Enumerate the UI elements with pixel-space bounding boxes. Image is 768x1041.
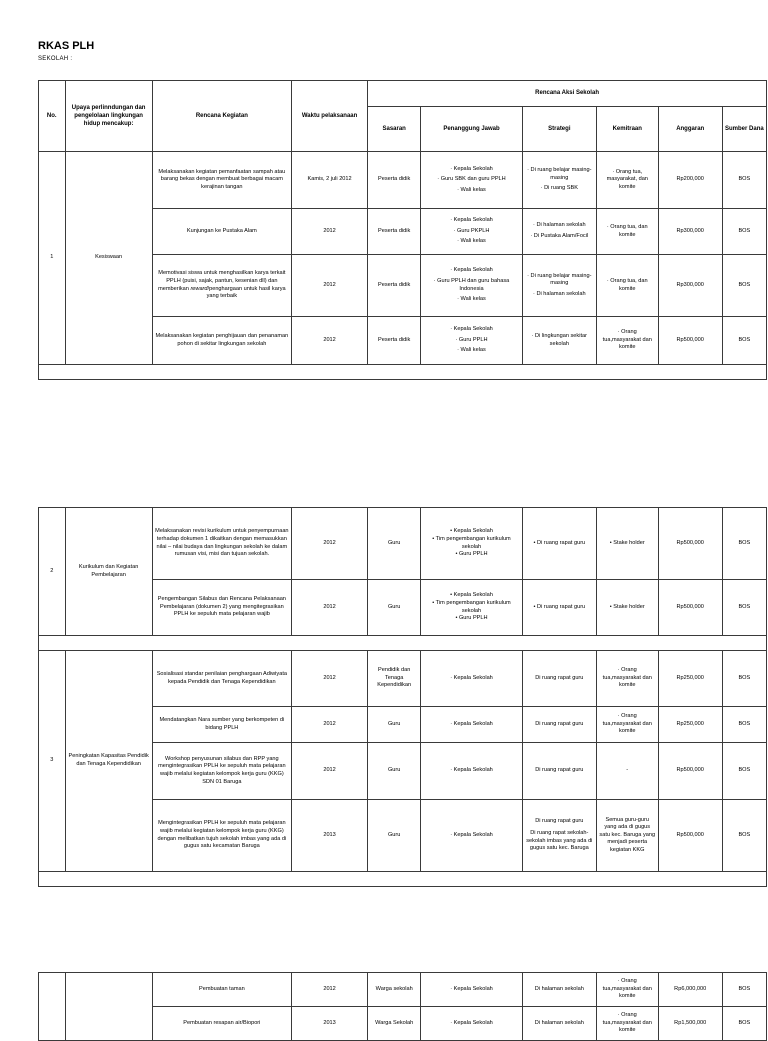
kemitraan: - [596, 743, 658, 800]
section-area [65, 973, 152, 1041]
kegiatan: Kunjungan ke Pustaka Alam [152, 209, 291, 255]
col-kemitraan: Kemitraan [596, 107, 658, 152]
section-no: 1 [39, 152, 66, 365]
kegiatan: Workshop penyusunan silabus dan RPP yang mengintegrasikan PPLH ke sepuluh mata pelajaran wajib melalui kegiatan kelompok kerja guru (KKG) SDN 01 Baruga [152, 743, 291, 800]
kegiatan: Pembuatan resapan air/Biopori [152, 1007, 291, 1041]
strategi: • Di ruang rapat guru [522, 580, 596, 636]
anggaran: Rp500,000 [658, 800, 722, 872]
sasaran: Peserta didik [368, 317, 421, 365]
pj-item: · Kepala Sekolah [450, 217, 493, 224]
spacer-row [39, 636, 767, 651]
penanggung-jawab [421, 580, 523, 636]
sasaran: Warga Sekolah [368, 1007, 421, 1041]
strategi-item: · Di lingkungan sekitar sekolah [531, 332, 587, 347]
penanggung-jawab [421, 255, 523, 317]
table-row [39, 152, 767, 209]
pj-item: · Guru PPLH dan guru bahasa Indonesia [433, 277, 510, 292]
waktu: 2013 [291, 1007, 367, 1041]
page-title: RKAS PLH [38, 40, 95, 52]
sasaran: Guru [368, 743, 421, 800]
strategi-item: Di ruang rapat sekolah-sekolah imbas yang ada di gugus satu kec. Baruga [526, 829, 593, 852]
sumber-dana: BOS [722, 1007, 766, 1041]
col-rencana-aksi: Rencana Aksi Sekolah [368, 81, 767, 107]
pj-item: • Tim pengembangan kurikulum sekolah [432, 599, 511, 614]
sumber-dana: BOS [722, 508, 766, 580]
penanggung-jawab: · Kepala Sekolah [421, 1007, 523, 1041]
strategi [522, 800, 596, 872]
kemitraan: · Orang tua, dan komite [596, 209, 658, 255]
kegiatan-text: Memotivasi siswa untuk menghasilkan karya terkait PPLH (puisi, sajak, pantun, kesenian dll) dan memberikan [158, 270, 286, 292]
strategi [522, 152, 596, 209]
anggaran: Rp300,000 [658, 255, 722, 317]
pj-item: • Guru PPLH [455, 615, 488, 622]
kemitraan: • Stake holder [596, 508, 658, 580]
rkas-table-3 [38, 972, 767, 1041]
strategi-item: · Di ruang belajar masing-masing [527, 167, 592, 181]
anggaran: Rp6,000,000 [658, 973, 722, 1007]
kemitraan: · Orang tua,masyarakat dan komite [596, 707, 658, 743]
strategi: Di ruang rapat guru [522, 743, 596, 800]
sumber-dana: BOS [722, 317, 766, 365]
waktu: 2012 [291, 255, 367, 317]
col-waktu: Waktu pelaksanaan [291, 81, 367, 152]
section-no: 2 [39, 508, 66, 636]
table-row [39, 973, 767, 1007]
strategi: Di halaman sekolah [522, 1007, 596, 1041]
col-rencana: Rencana Kegiatan [152, 81, 291, 152]
pj-item: • Kepala Sekolah [450, 592, 493, 599]
sasaran: Guru [368, 580, 421, 636]
sasaran: Guru [368, 508, 421, 580]
penanggung-jawab: · Kepala Sekolah [421, 800, 523, 872]
pj-item: · Kepala Sekolah [450, 165, 493, 172]
col-sasaran: Sasaran [368, 107, 421, 152]
penanggung-jawab: · Kepala Sekolah [421, 973, 523, 1007]
strategi-item: · Di halaman sekolah [533, 290, 586, 297]
section-no: 3 [39, 651, 66, 872]
pj-item: • Kepala Sekolah [450, 528, 493, 535]
pj-item: • Guru PPLH [455, 551, 488, 558]
spacer-row [39, 872, 767, 887]
waktu: 2012 [291, 209, 367, 255]
strategi [522, 255, 596, 317]
kemitraan: · Orang tua,masyarakat dan komite [596, 973, 658, 1007]
kemitraan: Semua guru-guru yang ada di gugus satu kec. Baruga yang menjadi peserta kegiatan KKG [596, 800, 658, 872]
kegiatan-reward: reward [190, 285, 208, 292]
sasaran: Warga sekolah [368, 973, 421, 1007]
kemitraan: · Orang tua,masyarakat dan komite [596, 317, 658, 365]
kegiatan: Pengembangan Silabus dan Rencana Pelaksanaan Pembelajaran (dokumen 2) yang mengitegrasikan PPLH ke sepuluh mata pelajaran wajib [152, 580, 291, 636]
waktu: 2012 [291, 508, 367, 580]
col-no: No. [39, 81, 66, 152]
col-anggaran: Anggaran [658, 107, 722, 152]
kegiatan: Mengintegrasikan PPLH ke sepuluh mata pelajaran wajib melalui kegiatan kelompok kerja guru (KKG) dengan melibatkan tujuh sekolah imbas yang ada di gugus satu kecamatan Baruga [152, 800, 291, 872]
kemitraan: · Orang tua, dan komite [596, 255, 658, 317]
penanggung-jawab [421, 508, 523, 580]
kegiatan: Mendatangkan Nara sumber yang berkompeten di bidang PPLH [152, 707, 291, 743]
kegiatan: Melaksanakan kegiatan penghijauan dan penanaman pohon di sekitar lingkungan sekolah [152, 317, 291, 365]
waktu: 2012 [291, 743, 367, 800]
strategi-item: · Di ruang SBK [540, 185, 578, 192]
anggaran: Rp500,000 [658, 317, 722, 365]
col-penanggung-jawab: Penanggung Jawab [421, 107, 523, 152]
penanggung-jawab: · Kepala Sekolah [421, 743, 523, 800]
pj-item: · Kepala Sekolah [450, 267, 493, 274]
sumber-dana: BOS [722, 973, 766, 1007]
col-strategi: Strategi [522, 107, 596, 152]
sumber-dana: BOS [722, 209, 766, 255]
sumber-dana: BOS [722, 743, 766, 800]
table-row [39, 651, 767, 707]
pj-item: · Wali kelas [457, 347, 486, 354]
anggaran: Rp200,000 [658, 152, 722, 209]
strategi: Di halaman sekolah [522, 973, 596, 1007]
anggaran: Rp500,000 [658, 743, 722, 800]
pj-item: · Wali kelas [457, 296, 486, 303]
kemitraan: · Orang tua, masyarakat, dan komite [596, 152, 658, 209]
strategi-item: · Di Pustaka Alam/Focil [530, 233, 589, 239]
rkas-table-1 [38, 80, 767, 380]
col-upaya: Upaya perlinndungan dan pengelolaan lingkungan hidup mencakup: [65, 81, 152, 152]
strategi [522, 317, 596, 365]
penanggung-jawab: · Kepala Sekolah [421, 651, 523, 707]
section-no [39, 973, 66, 1041]
strategi-item: · Di ruang belajar masing-masing [527, 272, 592, 287]
table-row [39, 508, 767, 580]
anggaran: Rp500,000 [658, 508, 722, 580]
waktu: 2012 [291, 651, 367, 707]
anggaran: Rp250,000 [658, 651, 722, 707]
kegiatan: Melaksanakan kegiatan pemanfaatan sampah atau barang bekas dengan membuat berbagai macam kerajinan tangan [152, 152, 291, 209]
strategi-item: Di ruang rapat guru [535, 818, 584, 825]
strategi [522, 209, 596, 255]
kemitraan: · Orang tua,masyarakat dan komite [596, 1007, 658, 1041]
pj-item: · Kepala Sekolah [450, 326, 493, 333]
waktu: 2012 [291, 707, 367, 743]
sasaran: Peserta didik [368, 255, 421, 317]
anggaran: Rp500,000 [658, 580, 722, 636]
penanggung-jawab [421, 317, 523, 365]
pj-item: · Wali kelas [457, 238, 486, 245]
waktu: 2012 [291, 317, 367, 365]
sasaran: Guru [368, 800, 421, 872]
penanggung-jawab: · Kepala Sekolah [421, 707, 523, 743]
col-sumber-dana: Sumber Dana [722, 107, 766, 152]
kegiatan-text: /penghargaan untuk hasil karya yang terbaik [206, 285, 286, 300]
kegiatan: Pembuatan taman [152, 973, 291, 1007]
sumber-dana: BOS [722, 800, 766, 872]
sasaran: Pendidik dan Tenaga Kependidikan [368, 651, 421, 707]
section-area: Peningkatan Kapasitas Pendidik dan Tenaga Kependidikan [65, 651, 152, 872]
kemitraan: · Orang tua,masyarakat dan komite [596, 651, 658, 707]
waktu: 2013 [291, 800, 367, 872]
kegiatan: Melaksanakan revisi kurikulum untuk penyempurnaan terhadap dokumen 1 dikaitkan dengan memasukkan nilai – nilai budaya dan lingkungan sekolah ke dalam rumusan visi, misi dan tujuan sekolah. [152, 508, 291, 580]
waktu: 2012 [291, 973, 367, 1007]
waktu: Kamis, 2 juli 2012 [291, 152, 367, 209]
penanggung-jawab [421, 152, 523, 209]
sumber-dana: BOS [722, 651, 766, 707]
pj-item: · Guru PKPLH [453, 227, 490, 234]
penanggung-jawab [421, 209, 523, 255]
sumber-dana: BOS [722, 152, 766, 209]
strategi: Di ruang rapat guru [522, 707, 596, 743]
pj-item: • Tim pengembangan kurikulum sekolah [432, 535, 511, 550]
strategi-item: · Di halaman sekolah [533, 222, 586, 229]
anggaran: Rp1,500,000 [658, 1007, 722, 1041]
school-label: SEKOLAH : [38, 56, 73, 62]
sumber-dana: BOS [722, 255, 766, 317]
pj-item: · Guru SBK dan guru PPLH [437, 176, 506, 183]
sasaran: Peserta didik [368, 209, 421, 255]
kegiatan: Sosialisasi standar penilaian penghargaan Adiwiyata kepada Pendidik dan Tenaga Kependidikan [152, 651, 291, 707]
strategi: • Di ruang rapat guru [522, 508, 596, 580]
strategi: Di ruang rapat guru [522, 651, 596, 707]
rkas-table-2 [38, 507, 767, 887]
spacer-row [39, 365, 767, 380]
kemitraan: • Stake holder [596, 580, 658, 636]
section-area: Kurikulum dan Kegiatan Pembelajaran [65, 508, 152, 636]
sasaran: Guru [368, 707, 421, 743]
waktu: 2012 [291, 580, 367, 636]
sumber-dana: BOS [722, 580, 766, 636]
pj-item: · Guru PPLH [455, 336, 488, 343]
sasaran: Peserta didik [368, 152, 421, 209]
section-area: Kesiswaan [65, 152, 152, 365]
anggaran: Rp300,000 [658, 209, 722, 255]
anggaran: Rp250,000 [658, 707, 722, 743]
sumber-dana: BOS [722, 707, 766, 743]
kegiatan [152, 255, 291, 317]
pj-item: · Wali kelas [457, 186, 486, 193]
